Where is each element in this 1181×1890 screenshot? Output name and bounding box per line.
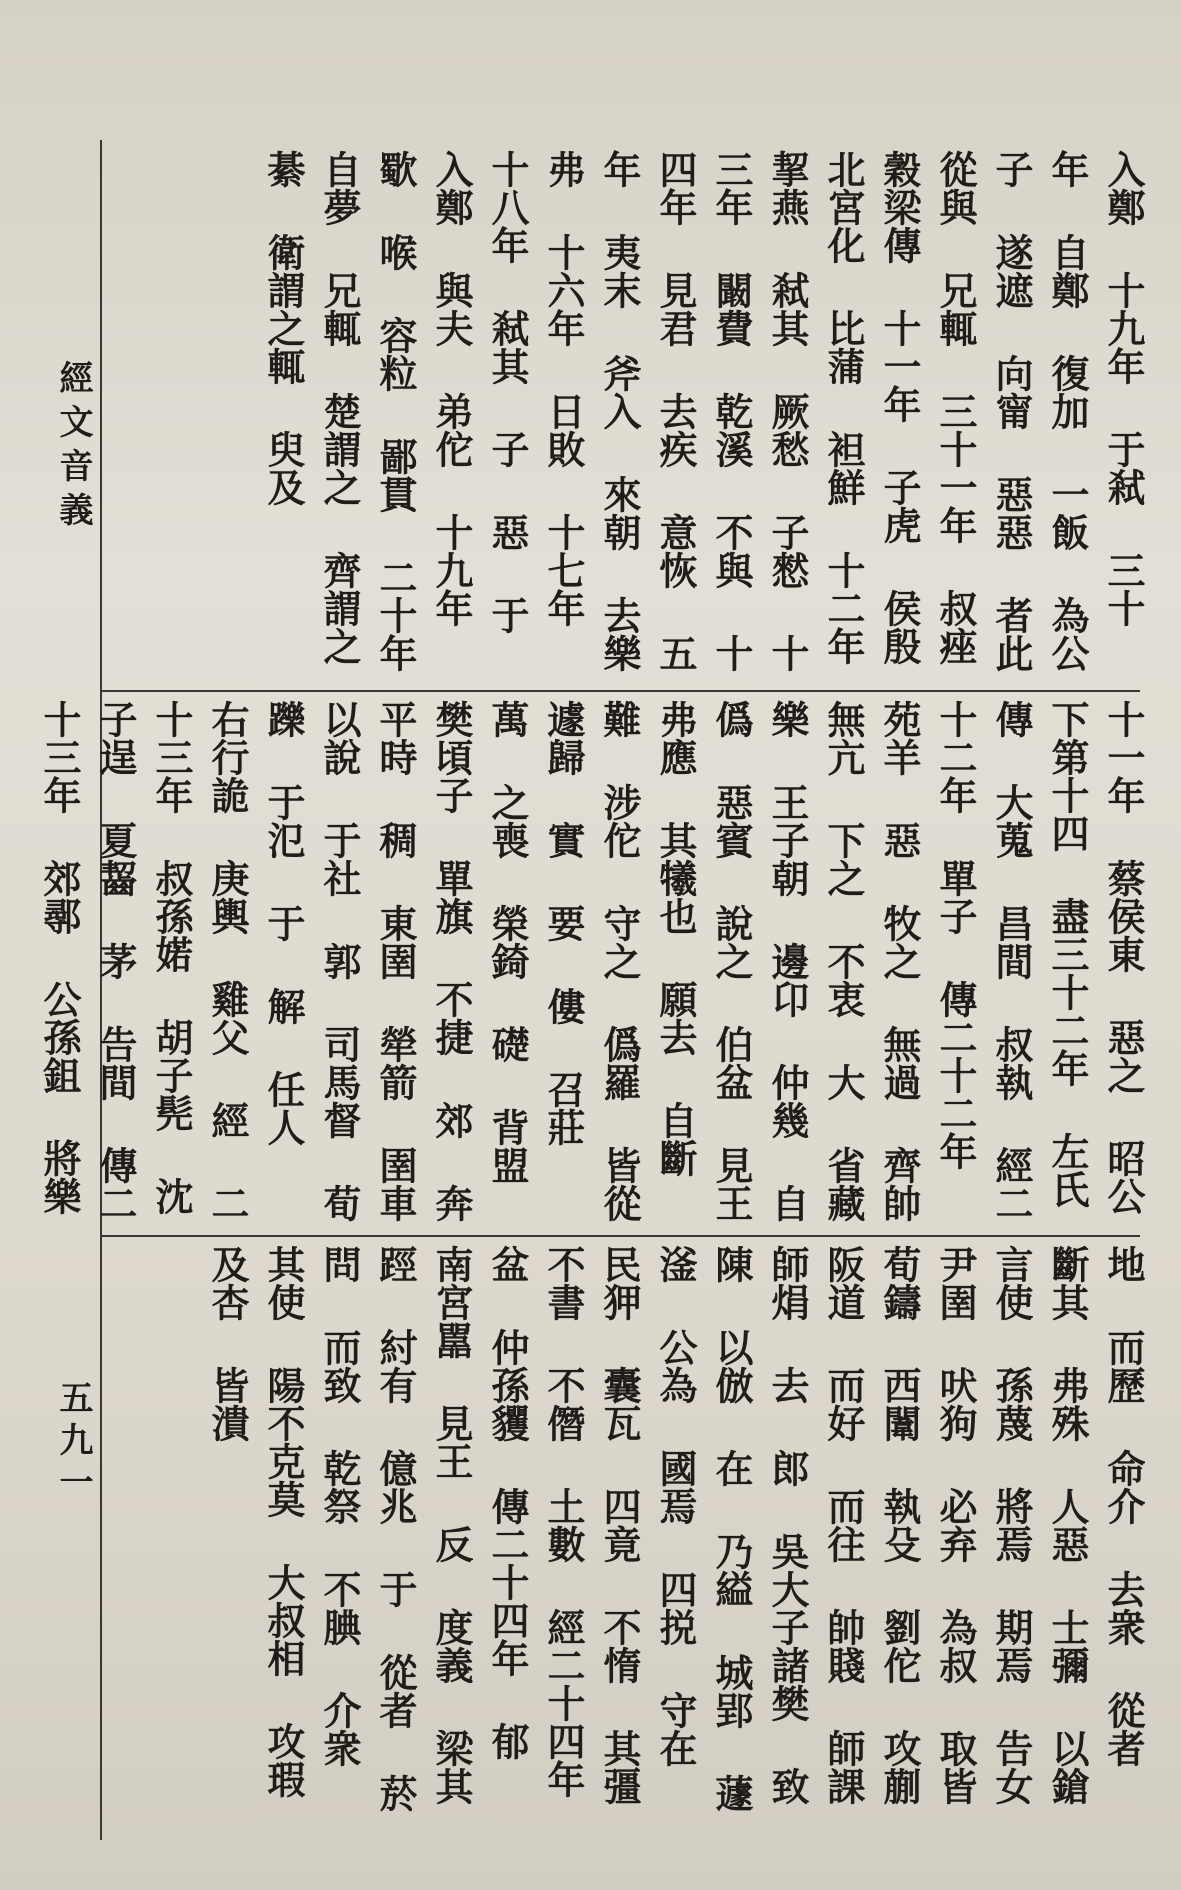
band-text: 地 而歷 命介 去衆 從者 斷其 弗殊 人惡 士彌 以鎗 言使 孫蔑 將焉 期焉 告女 尹圉 吠狗 必弃 為叔 取皆 荀鑄 西闈 執殳 劉佗 攻蒯 阪道 而好 而往 帥賤 師課 師焆 去 郎 吳大子諸樊 致陳 以倣 在 乃縊 城郢 蘧滏 公為 國焉 四捝 守在 民狎 囊瓦 四竟 不惰 其彊 不書 不僭 土數 經二十四年 盆 仲孫貜 傳二十四年 郁 南宮嚚 見王 反 度義 梁其踁 紂有 億兆 于 從者 菸問 而致 乾祭 不腆 介衆 其使 陽不克莫 大叔相 攻瑕 及杏 皆潰 (205, 1245, 1146, 1812)
text-band-top (108, 150, 1151, 680)
band-text: 入鄭 十九年 于弒 三十 年 自鄭 復加 一飯 為公子 遂遮 向甯 惡惡 者此 從與 兄輒 三十一年 叔痤 穀梁傳 十一年 子虎 侯殷 北宮化 比蒲 袒鮮 十二年 挈燕 弒其 厥愁 子憖 十三年 闞費 乾溪 不與 十四年 見君 去疾 意恢 五年 夷末 斧入 來朝 去樂 弗 十六年 日敗 十七年 十八年 弒其 子 惡 于 入鄭 與夫 弟佗 十九年 歜 喉 容粒 鄙貫 二十年 自夢 兄輒 楚謂之 齊謂之綦 衛謂之輒 臾及 (261, 150, 1146, 672)
text-band-middle (37, 700, 1151, 1225)
book-title: 經文音義 (53, 360, 93, 536)
band-divider-1 (100, 690, 1140, 692)
text-band-bottom (108, 1245, 1151, 1840)
band-text: 十一年 蔡侯東 惡之 昭公下第十四 盡三十二年 左氏傳 大蒐 昌間 叔執 經二十二年 單子 傳二十二年 苑羊 惡 牧之 無過 齊帥 無亢 下之 不衷 大 省藏 樂 王子朝 邊卬 仲幾 自僞 惡賓 說之 伯盆 見王 弗應 其犧也 願去 自斷 難 涉佗 守之 僞羅 皆從 遽歸 實 要 僂 召莊 萬 之喪 榮錡 礎 背盟 樊頃子 單旗 不捷 郊 奔平時 稠 東圉 犖箭 圉車 以說 于社 郭 司馬督 荀躒 于氾 于 解 任人 右行詭 庚輿 雞父 經 二十三年 叔孫婼 胡子髡 沈子逞 夏齧 茅 告間 傳二十三年 郊鄩 公孫鉏 將樂 (37, 700, 1146, 1222)
band-divider-2 (100, 1235, 1140, 1237)
page-number: 五九一 (53, 1380, 93, 1506)
